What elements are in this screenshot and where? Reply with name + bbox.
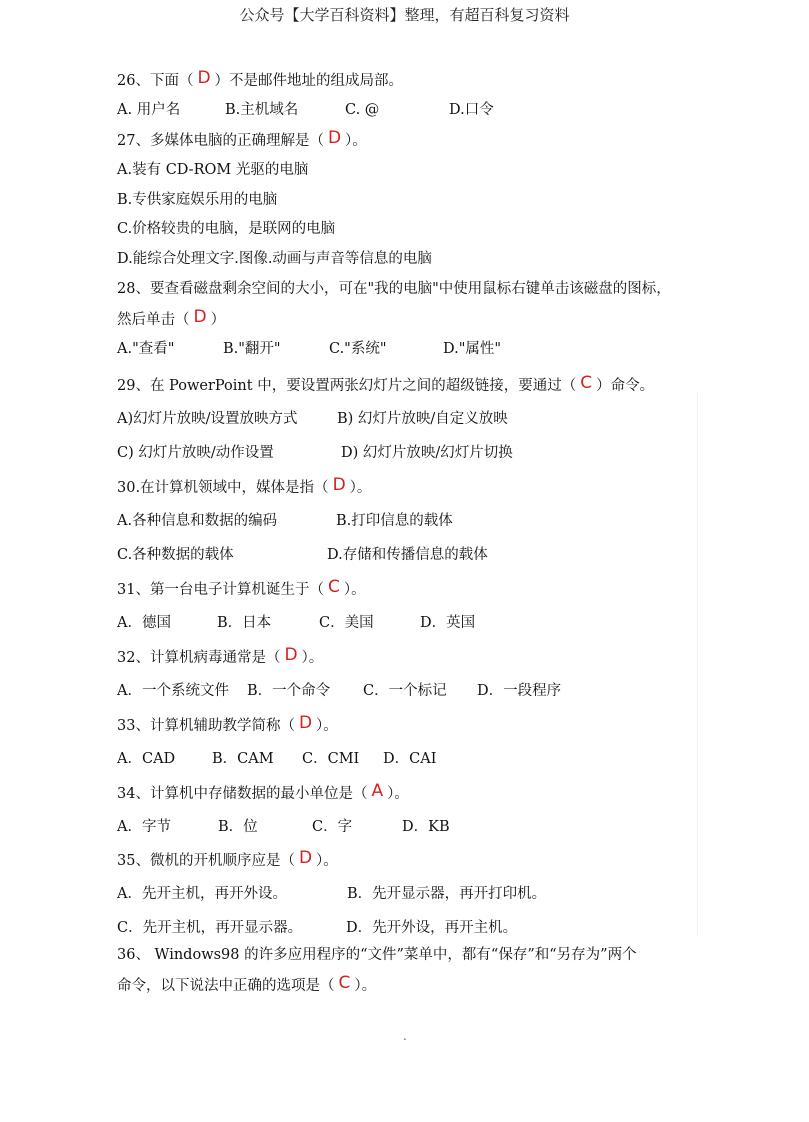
option-c: C) 幻灯片放映/动作设置	[117, 445, 274, 461]
margin-divider	[697, 392, 698, 937]
answer-30: D	[332, 475, 346, 495]
option-b: B．位	[218, 819, 258, 835]
question-32: 32、计算机病毒通常是（ D ）。	[117, 645, 324, 666]
option-b: B.专供家庭娱乐用的电脑	[117, 192, 278, 208]
option-a: A. 用户名	[117, 102, 181, 118]
option-b: B.打印信息的载体	[336, 513, 453, 529]
answer-27: D	[327, 128, 342, 148]
options-31	[117, 613, 475, 633]
answer-35: D	[298, 848, 313, 868]
option-b: B．日本	[217, 615, 272, 631]
answer-33: D	[298, 713, 313, 733]
option-c: C．CMI	[302, 751, 360, 767]
question-26: 26、下面（ D ）不是邮件地址的组成局部。	[117, 68, 404, 89]
option-d: D．先开外设，再开主机。	[346, 920, 518, 936]
option-c: C．先开主机，再开显示器。	[117, 920, 303, 936]
question-28-line-2: 然后单击（ D ）	[117, 307, 226, 328]
option-d: D."属性"	[443, 341, 502, 357]
option-d: D.能综合处理文字.图像.动画与声音等信息的电脑	[117, 251, 432, 267]
option-b: B．CAM	[212, 751, 274, 767]
answer-26: D	[197, 68, 211, 88]
option-a: A.装有 CD-ROM 光驱的电脑	[117, 162, 309, 178]
option-c: C.各种数据的载体	[117, 547, 234, 563]
options-30-row-2	[117, 545, 488, 565]
option-a: A．CAD	[117, 751, 176, 767]
question-34: 34、计算机中存储数据的最小单位是（ A ）。	[117, 781, 409, 802]
answer-34: A	[371, 781, 384, 801]
option-a: A)幻灯片放映/设置放映方式	[117, 411, 298, 427]
options-32	[117, 681, 561, 701]
option-c: C. @	[345, 102, 380, 118]
option-a: A."查看"	[117, 341, 175, 357]
page-header: 公众号【大学百科资料】整理，有超百科复习资料	[239, 6, 570, 24]
option-d: D．英国	[420, 615, 476, 631]
option-a: A．一个系统文件	[117, 683, 229, 699]
answer-31: C	[327, 577, 340, 597]
answer-36: C	[338, 973, 351, 993]
options-29-row-2	[117, 443, 513, 463]
options-34	[117, 817, 450, 837]
option-d: D.口令	[449, 102, 494, 118]
options-35-row-2	[117, 918, 517, 938]
option-a: A．德国	[117, 615, 171, 631]
answer-28: D	[193, 307, 207, 327]
answer-32: D	[284, 645, 298, 665]
option-d: D) 幻灯片放映/幻灯片切换	[341, 445, 513, 461]
question-28-line-1: 28、要查看磁盘剩余空间的大小，可在"我的电脑"中使用鼠标右键单击该磁盘的图标，	[117, 281, 671, 297]
question-36-line-1: 36、 Windows98 的许多应用程序的“文件”菜单中，都有“保存”和“另存为”两个	[117, 947, 637, 963]
options-35-row-1	[117, 884, 546, 904]
option-d: D.存储和传播信息的载体	[327, 547, 488, 563]
option-d: D．一段程序	[477, 683, 562, 699]
question-30: 30.在计算机领域中，媒体是指（ D ）。	[117, 475, 372, 496]
option-b: B."翻开"	[223, 341, 281, 357]
question-35: 35、微机的开机顺序应是（ D ）。	[117, 848, 338, 869]
option-c: C．美国	[319, 615, 374, 631]
option-a: A．先开主机，再开外设。	[117, 886, 287, 902]
options-28	[117, 339, 501, 359]
options-30-row-1	[117, 511, 453, 531]
option-c: C．字	[312, 819, 353, 835]
option-d: D．KB	[402, 819, 450, 835]
option-c: C."系统"	[329, 341, 387, 357]
option-b: B.主机域名	[225, 102, 299, 118]
option-a: A．字节	[117, 819, 171, 835]
option-b: B) 幻灯片放映/自定义放映	[337, 411, 508, 427]
options-26	[117, 100, 494, 120]
question-33: 33、计算机辅助教学简称（ D ）。	[117, 713, 338, 734]
options-29-row-1	[117, 409, 508, 429]
option-a: A.各种信息和数据的编码	[117, 513, 278, 529]
question-27: 27、多媒体电脑的正确理解是（ D ）。	[117, 128, 367, 149]
option-b: B．一个命令	[247, 683, 331, 699]
option-c: C.价格较贵的电脑，是联网的电脑	[117, 221, 336, 237]
option-c: C．一个标记	[363, 683, 447, 699]
option-b: B．先开显示器，再开打印机。	[347, 886, 547, 902]
answer-29: C	[580, 373, 593, 393]
page-footer: .	[403, 1029, 407, 1043]
question-36-line-2: 命令，以下说法中正确的选项是（ C ）。	[117, 973, 377, 994]
question-31: 31、第一台电子计算机诞生于（ C ）。	[117, 577, 366, 598]
options-33	[117, 749, 436, 769]
question-29: 29、在 PowerPoint 中，要设置两张幻灯片之间的超级链接，要通过（ C ）命令。	[117, 373, 655, 394]
option-d: D．CAI	[383, 751, 437, 767]
